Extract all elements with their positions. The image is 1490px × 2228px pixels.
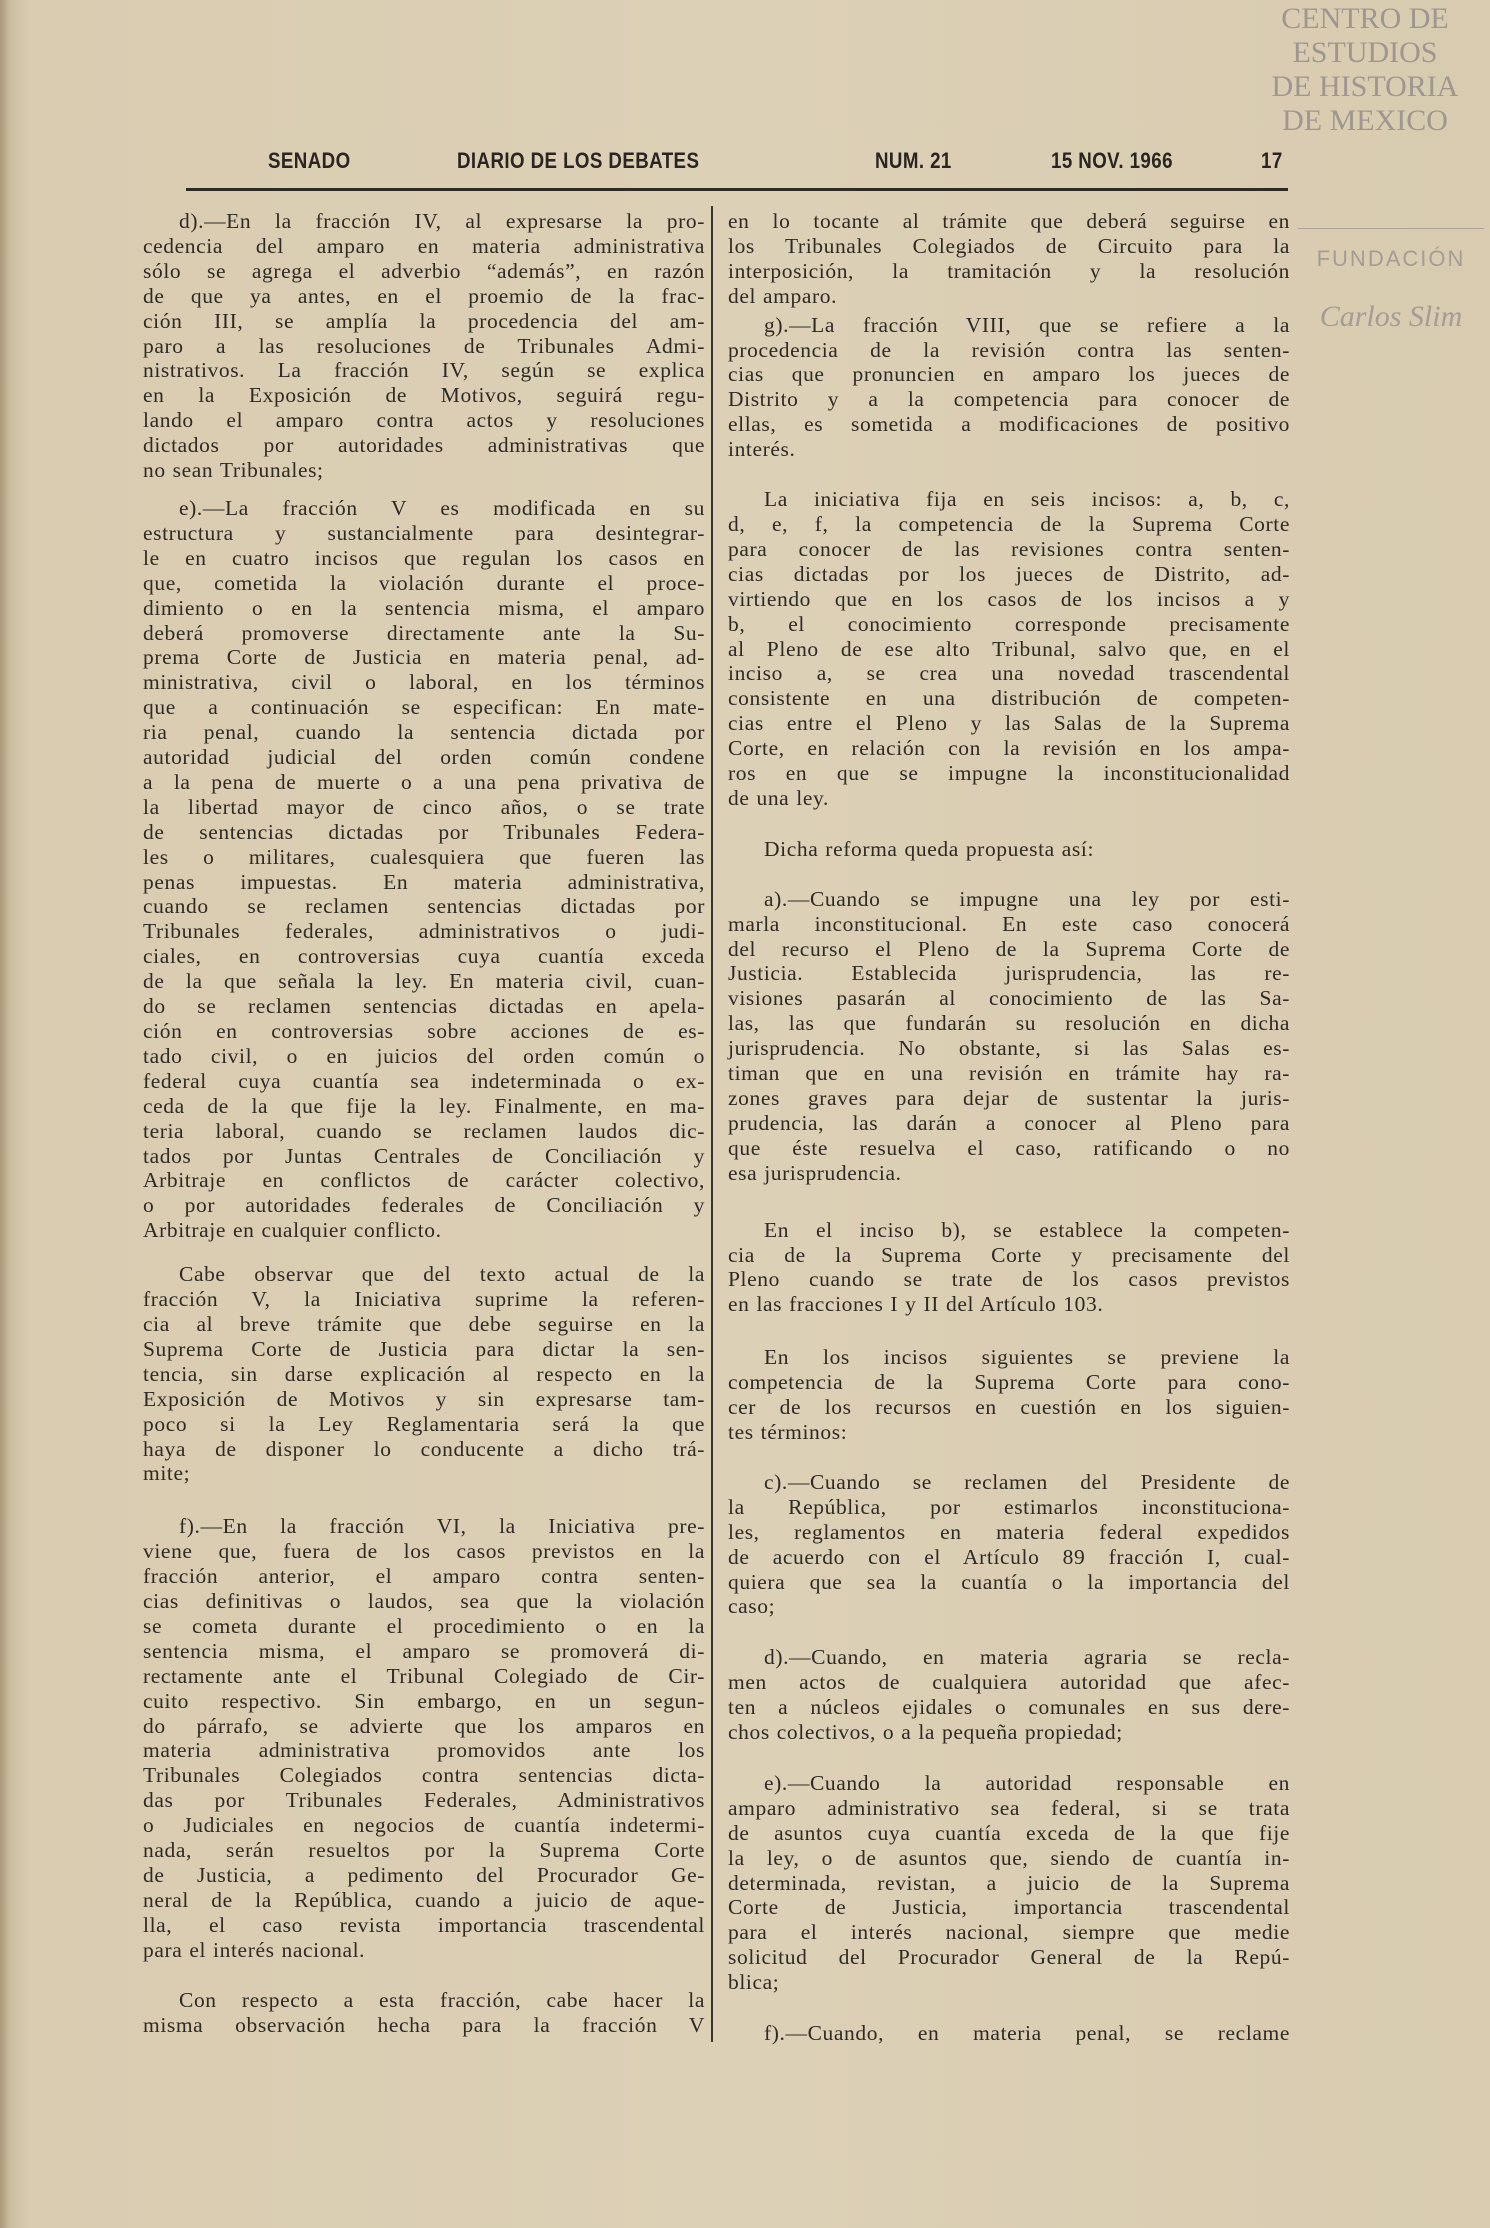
text-line: cias entre el Pleno y las Salas de la Suprema [728,711,1290,736]
header-page-number: 17 [1261,148,1283,173]
text-line: cias dictadas por los jueces de Distrito, ad- [728,561,1290,586]
header-number: NUM. 21 [875,148,952,173]
text-line: chos colectivos, o a la pequeña propiedad; [728,1720,1123,1745]
text-line: tes términos: [728,1419,848,1444]
text-line: dimiento o en la sentencia misma, el amparo [143,595,705,620]
text-line: Corte, en relación con la revisión en los ampa- [728,736,1290,761]
text-line: La iniciativa fija en seis incisos: a, b, c, [764,487,1290,512]
text-line: interés. [728,437,796,462]
text-line: de la que señala la ley. En materia civil, cuan- [143,969,705,994]
text-line: los Tribunales Colegiados de Circuito para la [728,233,1290,258]
text-line: del recurso el Pleno de la Suprema Corte de [728,936,1290,961]
text-line: que a continuación se especifican: En mate- [143,695,705,720]
text-line: fracción V, la Iniciativa suprime la referen- [143,1287,705,1312]
paragraph [143,1988,705,2038]
text-line: visiones pasarán al conocimiento de las Sa- [728,986,1290,1011]
left-column [143,209,705,2037]
text-line: la ley, o de asuntos que, siendo de cuantía in- [728,1845,1290,1870]
text-line: misma observación hecha para la fracción V [143,2012,705,2037]
text-line: de Justicia, a pedimento del Procurador Ge- [143,1863,705,1887]
text-line: en lo tocante al trámite que deberá seguirse en [728,209,1290,233]
text-line: que éste resuelva el caso, ratificando o no [728,1135,1290,1160]
text-line: zones graves para dejar de sustentar la juris- [728,1086,1290,1110]
paragraph [728,1470,1290,1619]
header-rule [186,188,1288,191]
text-line: das por Tribunales Federales, Administrativos [143,1788,705,1813]
text-line: las, las que fundarán su resolución en dicha [728,1011,1290,1036]
text-line: Con respecto a esta fracción, cabe hacer la [179,1987,705,2012]
text-line: En los incisos siguientes se previene la [764,1345,1290,1370]
header-date: 15 NOV. 1966 [1051,148,1173,173]
text-line: cuito respectivo. Sin embargo, en un segun- [143,1688,705,1713]
text-line: tencia, sin darse explicación al respecto en la [143,1361,705,1386]
text-line: e).—La fracción V es modificada en su [179,495,705,520]
paragraph [728,837,1290,862]
text-line: para el interés nacional. [143,1937,366,1962]
text-line: do párrafo, se advierte que los amparos en [143,1713,705,1738]
text-line: viene que, fuera de los casos previstos en la [143,1539,705,1564]
text-line: inciso a, se crea una novedad trascendental [728,661,1290,686]
text-line: al Pleno de ese alto Tribunal, salvo que, en el [728,636,1290,661]
text-line: determinada, revistan, a juicio de la Suprema [728,1870,1290,1895]
text-line: o Judiciales en negocios de cuantía indetermi- [143,1813,705,1838]
text-line: cedencia del amparo en materia administrativa [143,233,705,258]
text-line: En el inciso b), se establece la competen- [764,1217,1290,1242]
text-line: Corte de Justicia, importancia trascendental [728,1895,1290,1920]
text-line: Distrito y a la competencia para conocer de [728,387,1290,412]
text-line: f).—Cuando, en materia penal, se reclame [764,2021,1290,2046]
text-line: Tribunales Colegiados contra sentencias dicta- [143,1763,705,1788]
text-line: nada, serán resueltos por la Suprema Corte [143,1838,705,1863]
text-line: cia de la Suprema Corte y precisamente del [728,1242,1290,1267]
text-line: ellas, es sometida a modificaciones de positivo [728,412,1290,437]
text-line: paro a las resoluciones de Tribunales Admi- [143,333,705,358]
text-line: lla, el caso revista importancia trascendental [143,1912,705,1937]
paragraph [728,2021,1290,2046]
text-line: materia administrativa promovidos ante los [143,1738,705,1763]
header-chamber: SENADO [268,148,351,173]
paragraph [143,1514,705,1962]
text-line: cias definitivas o laudos, sea que la violación [143,1589,705,1614]
paragraph [143,496,705,1243]
text-line: cias que pronuncien en amparo los jueces de [728,362,1290,387]
text-line: de sentencias dictadas por Tribunales Federa- [143,819,705,844]
text-line: sentencia misma, el amparo se promoverá di- [143,1638,705,1663]
text-line: fracción anterior, el amparo contra senten- [143,1564,705,1589]
text-line: deberá promoverse directamente ante la Su- [143,620,705,645]
text-line: timan que en una revisión en trámite hay ra- [728,1061,1290,1086]
text-line: Arbitraje en conflictos de carácter colectivo, [143,1168,705,1193]
text-line: Pleno cuando se trate de los casos previstos [728,1267,1290,1292]
text-line: d).—Cuando, en materia agraria se recla- [764,1645,1290,1670]
text-line: de que ya antes, en el proemio de la frac- [143,283,705,308]
text-line: caso; [728,1594,776,1619]
text-line: la República, por estimarlos inconstituciona- [728,1494,1290,1519]
text-line: marla inconstitucional. En este caso conocerá [728,911,1290,936]
text-line: amparo administrativo sea federal, si se trata [728,1795,1290,1820]
text-line: cia al breve trámite que debe seguirse en la [143,1311,705,1336]
text-line: Exposición de Motivos y sin expresarse tam- [143,1386,705,1411]
text-line: Dicha reforma queda propuesta así: [764,836,1095,861]
paragraph [143,1262,705,1486]
right-column [728,209,1290,2046]
text-line: d).—En la fracción IV, al expresarse la pro- [179,209,705,233]
text-line: penas impuestas. En materia administrativa, [143,869,705,894]
text-line: Arbitraje en cualquier conflicto. [143,1218,442,1243]
text-line: la libertad mayor de cinco años, o se trate [143,794,705,819]
watermark-line-1: CENTRO DE [1281,2,1449,35]
watermark-line-3: DE HISTORIA [1271,70,1459,103]
text-line: Suprema Corte de Justicia para dictar la sen- [143,1336,705,1361]
text-line: prudencia, las darán a conocer al Pleno para [728,1110,1290,1135]
text-line: no sean Tribunales; [143,458,324,483]
text-line: consistente en una distribución de competen- [728,686,1290,711]
text-line: ria penal, cuando la sentencia dictada por [143,720,705,745]
text-line: nistrativos. La fracción IV, según se explica [143,358,705,383]
text-line: jurisprudencia. No obstante, si las Salas es- [728,1036,1290,1061]
text-line: d, e, f, la competencia de la Suprema Corte [728,511,1290,536]
paragraph [728,313,1290,462]
paragraph [728,887,1290,1186]
watermark-line-2: ESTUDIOS [1292,36,1438,69]
text-line: c).—Cuando se reclamen del Presidente de [764,1469,1290,1494]
text-line: tado civil, o en juicios del orden común o [143,1043,705,1068]
text-line: en la Exposición de Motivos, seguirá regu- [143,383,705,408]
text-line: interposición, la tramitación y la resolución [728,258,1290,283]
paragraph [728,487,1290,811]
text-line: haya de disponer lo conducente a dicho trá- [143,1436,705,1461]
paragraph [143,209,705,483]
text-line: sólo se agrega el adverbio “además”, en razón [143,258,705,283]
text-line: procedencia de la revisión contra las senten- [728,337,1290,362]
paragraph [728,1771,1290,1995]
text-line: neral de la República, cuando a juicio de aque- [143,1887,705,1912]
text-line: se cometa durante el procedimiento o en la [143,1613,705,1638]
text-line: a la pena de muerte o a una pena privativa de [143,769,705,794]
text-line: g).—La fracción VIII, que se refiere a la [764,312,1290,337]
text-line: esa jurisprudencia. [728,1160,902,1185]
text-line: competencia de la Suprema Corte para cono- [728,1370,1290,1395]
text-line: o por autoridades federales de Conciliación y [143,1193,705,1218]
watermark-line-4: DE MEXICO [1282,104,1448,137]
text-line: cuando se reclamen sentencias dictadas por [143,894,705,919]
text-line: ciales, en controversias cuya cuantía exceda [143,944,705,969]
text-line: estructura y sustancialmente para desintegrar- [143,520,705,545]
text-line: e).—Cuando la autoridad responsable en [764,1770,1290,1795]
paragraph [728,1345,1290,1445]
text-line: autoridad judicial del orden común condene [143,745,705,770]
text-line: do se reclamen sentencias dictadas en apela- [143,994,705,1019]
text-line: lando el amparo contra actos y resoluciones [143,408,705,433]
text-line: rectamente ante el Tribunal Colegiado de Cir- [143,1663,705,1688]
text-line: Justicia. Establecida jurisprudencia, las re- [728,961,1290,986]
column-divider [711,206,713,2042]
text-line: ten a núcleos ejidales o comunales en sus dere- [728,1695,1290,1720]
text-line: Tribunales federales, administrativos o judi- [143,919,705,944]
paragraph [728,1218,1290,1318]
text-line: blica; [728,1970,780,1995]
text-line: les o militares, cualesquiera que fueren las [143,844,705,869]
paragraph [728,209,1290,309]
text-line: ción en controversias sobre acciones de es- [143,1019,705,1043]
watermark-signature: Carlos Slim [1319,300,1463,333]
text-line: ministrativa, civil o laboral, en los términos [143,670,705,695]
text-line: dictados por autoridades administrativas que [143,433,705,458]
text-line: cer de los recursos en cuestión en los siguien- [728,1395,1290,1420]
paragraph [728,1645,1290,1745]
text-line: que, cometida la violación durante el proce- [143,570,705,595]
watermark-foundation: FUNDACIÓN [1316,246,1466,271]
text-line: ros en que se impugne la inconstitucionalidad [728,761,1290,786]
text-line: de una ley. [728,785,829,810]
text-line: a).—Cuando se impugne una ley por esti- [764,886,1290,911]
text-line: les, reglamentos en materia federal expedidos [728,1519,1290,1544]
text-line: teria laboral, cuando se reclamen laudos dic- [143,1118,705,1143]
text-line: solicitud del Procurador General de la Repú- [728,1945,1290,1970]
text-line: le en cuatro incisos que regulan los casos en [143,545,705,570]
text-line: tados por Juntas Centrales de Conciliación y [143,1143,705,1168]
watermark-divider [1298,228,1484,229]
text-line: para el interés nacional, siempre que medie [728,1920,1290,1945]
text-line: para conocer de las revisiones contra senten- [728,536,1290,561]
text-line: ción III, se amplía la procedencia del am- [143,308,705,333]
text-line: virtiendo que en los casos de los incisos a y [728,586,1290,611]
text-line: en las fracciones I y II del Artículo 103. [728,1292,1104,1317]
text-line: de asuntos cuya cuantía exceda de la que fije [728,1820,1290,1845]
text-line: poco si la Ley Reglamentaria será la que [143,1411,705,1436]
text-line: b, el conocimiento corresponde precisamente [728,611,1290,636]
text-line: de acuerdo con el Artículo 89 fracción I, cual- [728,1544,1290,1569]
text-line: Cabe observar que del texto actual de la [179,1262,705,1287]
header-publication: DIARIO DE LOS DEBATES [457,148,700,173]
text-line: prema Corte de Justicia en materia penal, ad- [143,645,705,670]
text-line: men actos de cualquiera autoridad que afec- [728,1670,1290,1695]
text-line: ceda de la que fije la ley. Finalmente, en ma- [143,1093,705,1118]
text-line: del amparo. [728,283,838,308]
text-line: f).—En la fracción VI, la Iniciativa pre- [179,1514,705,1539]
text-line: mite; [143,1461,191,1486]
text-line: quiera que sea la cuantía o la importancia del [728,1569,1290,1594]
text-line: federal cuya cuantía sea indeterminada o ex- [143,1068,705,1093]
